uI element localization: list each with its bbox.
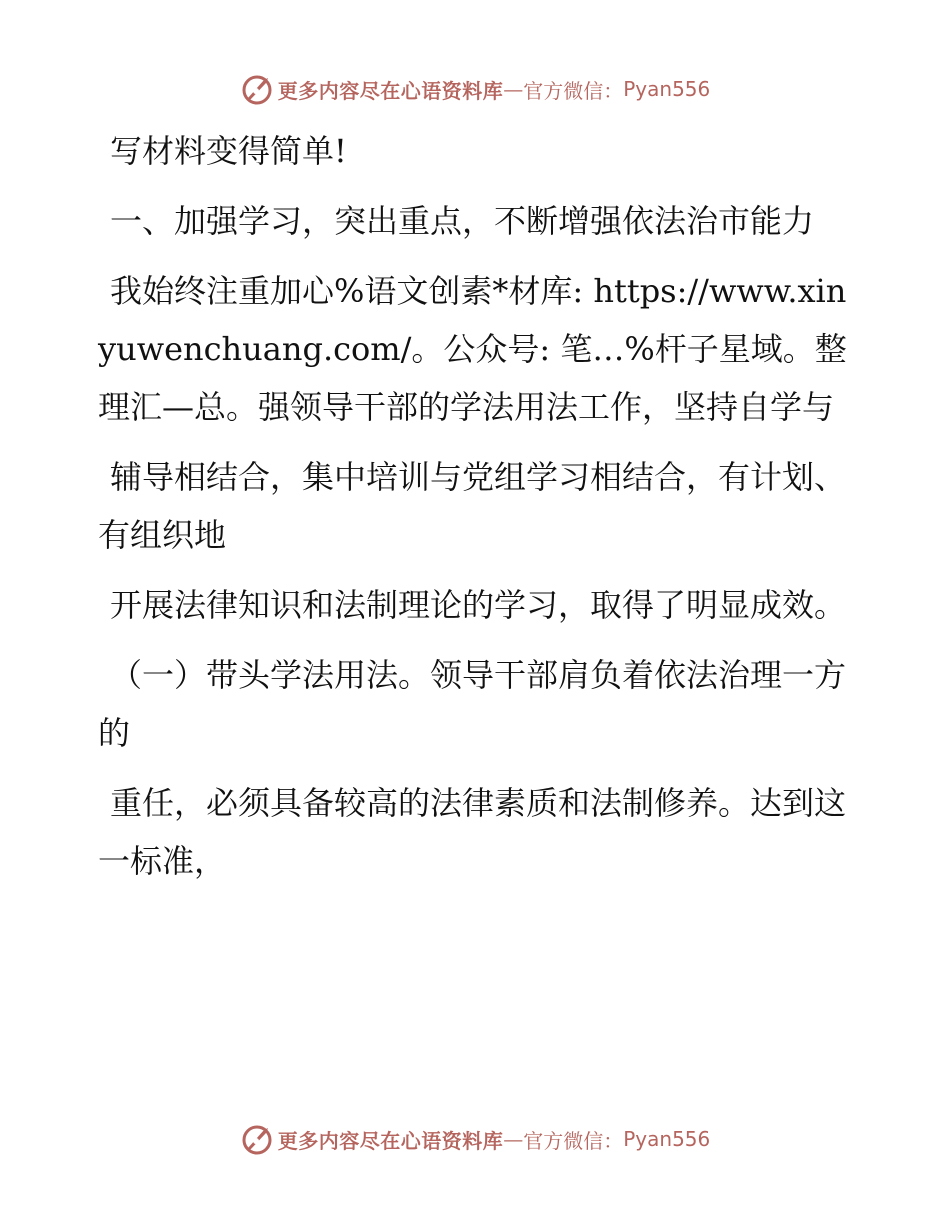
subsection-heading: （一）带头学法用法。领导干部肩负着依法治理一方的	[98, 656, 847, 752]
watermark-dash: —	[503, 1127, 524, 1151]
watermark-wechat-handle: Pyan556	[623, 77, 711, 101]
paragraph: 写材料变得简单!	[110, 132, 347, 170]
watermark-wechat-label: 官方微信：	[523, 1128, 624, 1153]
section-heading: 一、加强学习，突出重点，不断增强依法治市能力	[110, 202, 815, 240]
footer-watermark	[0, 1122, 950, 1156]
paragraph: 重任，必须具备较高的法律素质和法制修养。达到这一标准，	[98, 784, 847, 880]
document-body	[98, 122, 858, 902]
quill-pen-logo-icon	[240, 1122, 274, 1156]
watermark-dash: —	[503, 77, 524, 101]
watermark-text: 更多内容尽在心语资料库	[277, 78, 504, 103]
watermark-wechat-label: 官方微信：	[523, 78, 624, 103]
header-watermark	[0, 72, 950, 106]
watermark-text: 更多内容尽在心语资料库	[277, 1128, 504, 1153]
paragraph: 我始终注重加心%语文创素*材库: https://www.xinyuwenchuang.com/。公众号: 笔…%杆子星域。整理汇—总。强领导干部的学法用法工作，坚持自学与	[98, 272, 847, 426]
paragraph: 开展法律知识和法制理论的学习，取得了明显成效。	[110, 586, 847, 624]
paragraph: 辅导相结合，集中培训与党组学习相结合，有计划、有组织地	[98, 458, 847, 554]
quill-pen-logo-icon	[240, 72, 274, 106]
watermark-wechat-handle: Pyan556	[623, 1127, 711, 1151]
